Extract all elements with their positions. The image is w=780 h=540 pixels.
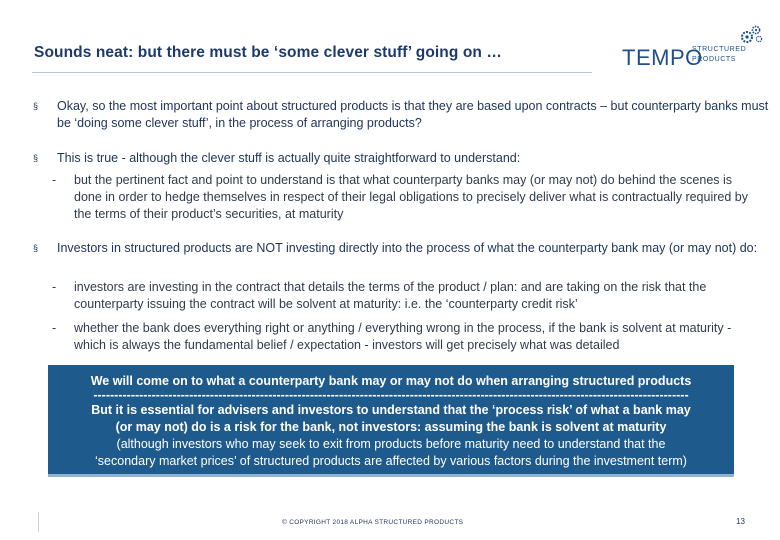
callout-line-2: But it is essential for advisers and investors to understand that the ‘process risk’ of what a bank may — [91, 403, 691, 417]
bullet-text: This is true - although the clever stuff is actually quite straightforward to understand: — [57, 151, 521, 165]
bullet-text: Okay, so the most important point about structured products is that they are based upon contracts – but counterparty banks must be ‘doing some clever stuff’, in the process of arranging products? — [57, 99, 769, 130]
page-number: 13 — [736, 517, 745, 526]
sub-bullet-text: but the pertinent fact and point to understand is that what counterparty banks may (or may not) do behind the scenes is done in order to hedge themselves in respect of their legal obligations to precisely deliver what is contractually required by the terms of their product’s securities, at maturity — [74, 173, 748, 221]
sub-bullet-dash: - — [52, 173, 57, 187]
callout-line-1: We will come on to what a counterparty bank may or may not do when arranging structured products — [90, 374, 692, 388]
bullet-marker: § — [33, 101, 39, 111]
slide-title: Sounds neat: but there must be ‘some clever stuff’ going on … — [34, 44, 502, 61]
callout-line-3: (or may not) do is a risk for the bank, not investors: assuming the bank is solvent at maturity — [115, 420, 667, 434]
sub-bullet-text: investors are investing in the contract that details the terms of the product / plan: and are taking on the risk that the counterparty issuing the contract will be solvent at maturity: i.e. the ‘counterparty credit risk’ — [74, 280, 707, 311]
bullet-marker: § — [33, 153, 39, 163]
sub-bullet-text: whether the bank does everything right or anything / everything wrong in the process, if the bank is solvent at maturity - which is always the fundamental belief / expectation - investors will get precisely what was detailed — [74, 321, 732, 352]
tempo-logo — [622, 40, 762, 76]
gears-icon — [738, 24, 764, 46]
callout-line-5: ‘secondary market prices’ of structured products are affected by various factors during the investment term) — [95, 454, 687, 468]
title-divider — [32, 72, 592, 73]
bullet-text: Investors in structured products are NOT investing directly into the process of what the counterparty bank may (or may not) do: — [57, 241, 758, 255]
logo-wordmark: TEMPO — [622, 45, 703, 70]
footer-left-rule — [38, 512, 39, 532]
bullet-marker: § — [33, 243, 39, 253]
logo-sub-line1: STRUCTURED — [692, 46, 747, 53]
callout-divider: ----------------------------------------------------------------------------------------------------------------------------------------------- — [93, 390, 689, 402]
sub-bullet-dash: - — [52, 280, 57, 294]
logo-subtitle — [692, 45, 752, 65]
footer-copyright: © COPYRIGHT 2018 ALPHA STRUCTURED PRODUCTS — [282, 519, 464, 526]
sub-bullet-dash: - — [52, 321, 57, 335]
callout-line-4: (although investors who may seek to exit from products before maturity need to understand that the — [116, 437, 666, 451]
callout-box — [48, 365, 734, 477]
logo-sub-line2: PRODUCTS — [692, 56, 737, 63]
